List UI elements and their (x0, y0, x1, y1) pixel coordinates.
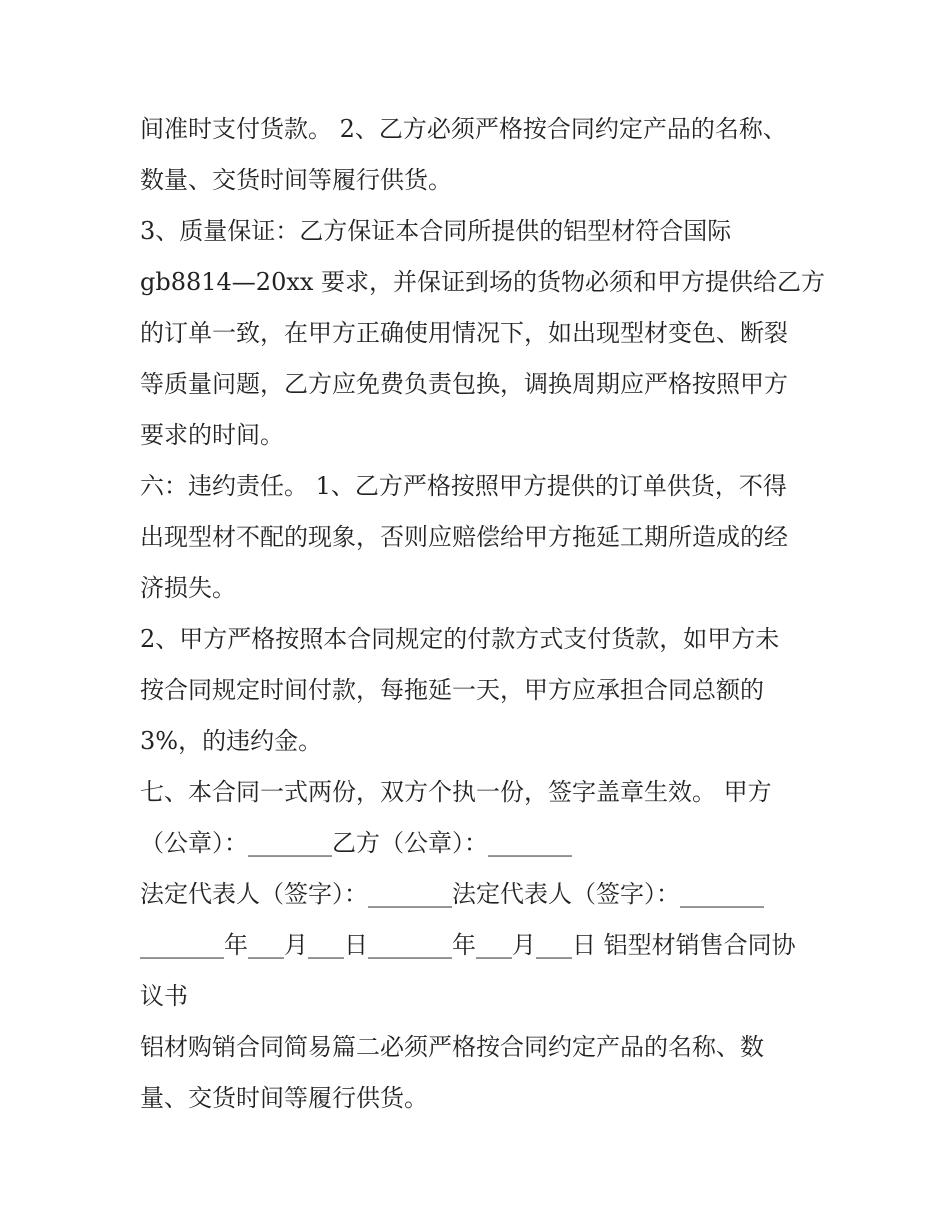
text-line: 量、交货时间等履行供货。 (140, 1084, 428, 1112)
text-line: 要求的时间。 (140, 421, 284, 449)
text-line: 的订单一致，在甲方正确使用情况下，如出现型材变色、断裂 (140, 319, 788, 347)
text-line: 议书 (140, 982, 188, 1010)
text-line: _______年___月___日_______年___月___日 铝型材销售合同协 (140, 931, 796, 959)
text-line: 出现型材不配的现象，否则应赔偿给甲方拖延工期所造成的经 (140, 523, 788, 551)
contract-text (140, 104, 826, 1124)
text-line: 间准时支付货款。 2、乙方必须严格按合同约定产品的名称、 (140, 115, 787, 143)
text-line: 等质量问题，乙方应免费负责包换，调换周期应严格按照甲方 (140, 370, 788, 398)
text-line: （公章）：_______乙方（公章）：_______ (140, 829, 572, 857)
text-line: 3%，的违约金。 (140, 727, 323, 755)
text-line: 铝材购销合同简易篇二必须严格按合同约定产品的名称、数 (140, 1033, 764, 1061)
text-line: gb8814—20xx 要求，并保证到场的货物必须和甲方提供给乙方 (140, 268, 826, 296)
text-line: 济损失。 (140, 574, 236, 602)
text-line: 3、质量保证：乙方保证本合同所提供的铝型材符合国际 (140, 217, 732, 245)
text-line: 按合同规定时间付款，每拖延一天，甲方应承担合同总额的 (140, 676, 764, 704)
text-line: 六：违约责任。 1、乙方严格按照甲方提供的订单供货，不得 (140, 472, 787, 500)
text-line: 七、本合同一式两份，双方个执一份，签字盖章生效。 甲方 (140, 778, 772, 806)
text-line: 数量、交货时间等履行供货。 (140, 166, 452, 194)
text-line: 2、甲方严格按照本合同规定的付款方式支付货款，如甲方未 (140, 625, 780, 653)
text-line: 法定代表人（签字）：_______法定代表人（签字）：_______ (140, 880, 764, 908)
